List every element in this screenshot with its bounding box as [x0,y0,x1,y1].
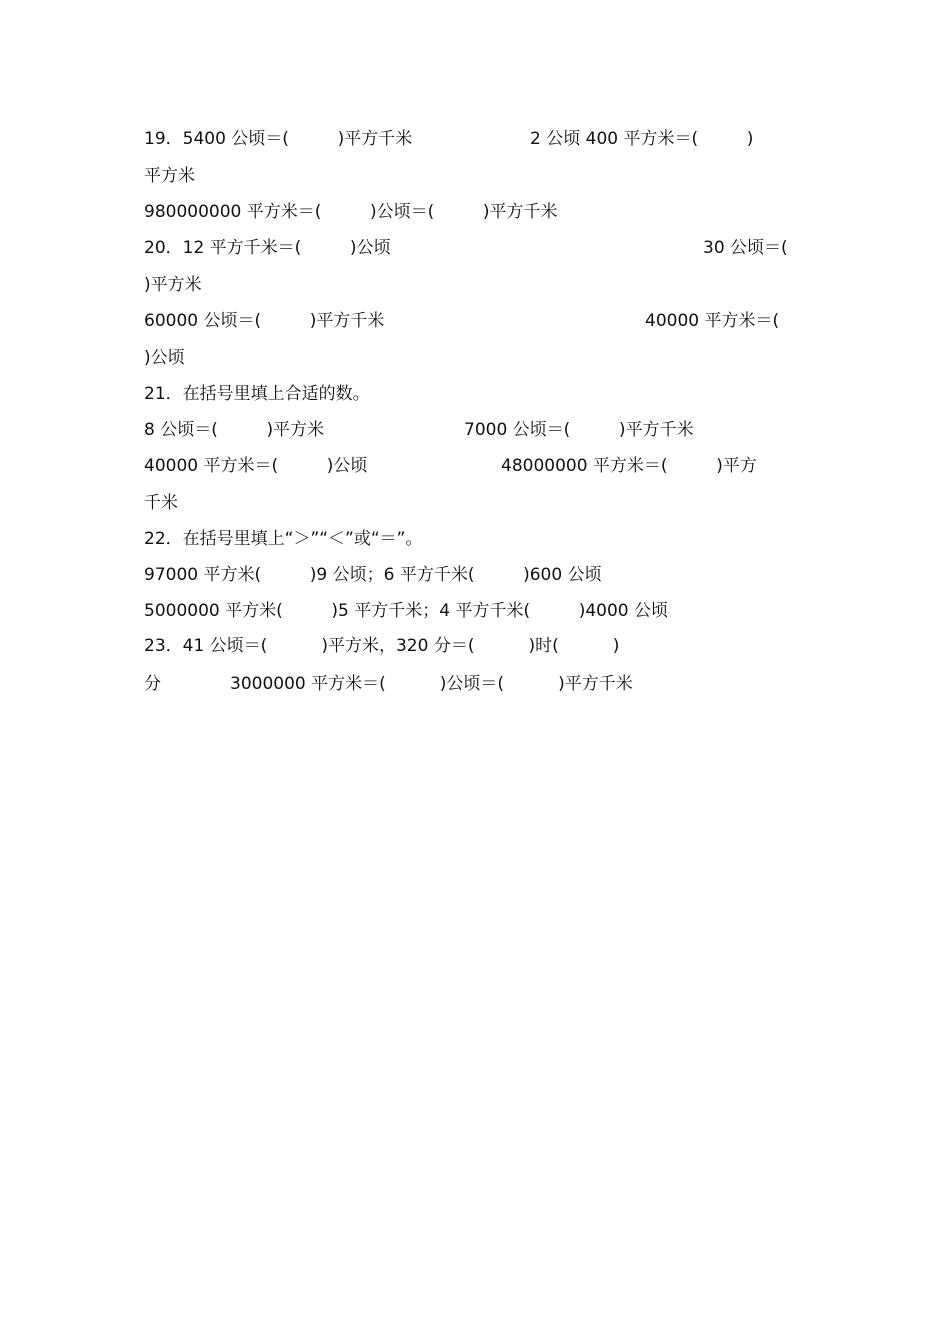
question-20-line-3a: 60000 公顷＝( )平方千米 [144,311,385,331]
question-23-line-1: 23．41 公顷＝( )平方米，320 分＝( )时( ) [144,636,620,656]
question-19-line-2: 平方米 [144,166,195,186]
question-19-line-1b: 2 公顷 400 平方米＝( ) [530,129,754,149]
question-22-line-2: 5000000 平方米( )5 平方千米；4 平方千米( )4000 公顷 [144,601,669,621]
question-23-line-2b: 3000000 平方米＝( )公顷＝( )平方千米 [230,674,633,694]
question-19-line-3: 980000000 平方米＝( )公顷＝( )平方千米 [144,202,558,222]
question-21-line-1a: 8 公顷＝( )平方米 [144,420,325,440]
question-21-line-2b: 48000000 平方米＝( )平方 [501,456,757,476]
question-19-line-1a: 19．5400 公顷＝( )平方千米 [144,129,413,149]
question-20-line-2: )平方米 [144,275,202,295]
question-22-heading: 22．在括号里填上“＞”“＜”或“＝”。 [144,529,423,549]
question-21-heading: 21．在括号里填上合适的数。 [144,384,370,404]
question-21-line-3: 千米 [144,493,178,513]
question-20-line-1a: 20．12 平方千米＝( )公顷 [144,238,391,258]
question-20-line-4: )公顷 [144,348,185,368]
question-22-line-1: 97000 平方米( )9 公顷；6 平方千米( )600 公顷 [144,565,602,585]
question-20-line-1b: 30 公顷＝( [703,238,788,258]
question-21-line-2a: 40000 平方米＝( )公顷 [144,456,368,476]
question-21-line-1b: 7000 公顷＝( )平方千米 [464,420,694,440]
question-20-line-3b: 40000 平方米＝( [645,311,780,331]
question-23-line-2a: 分 [144,674,161,694]
